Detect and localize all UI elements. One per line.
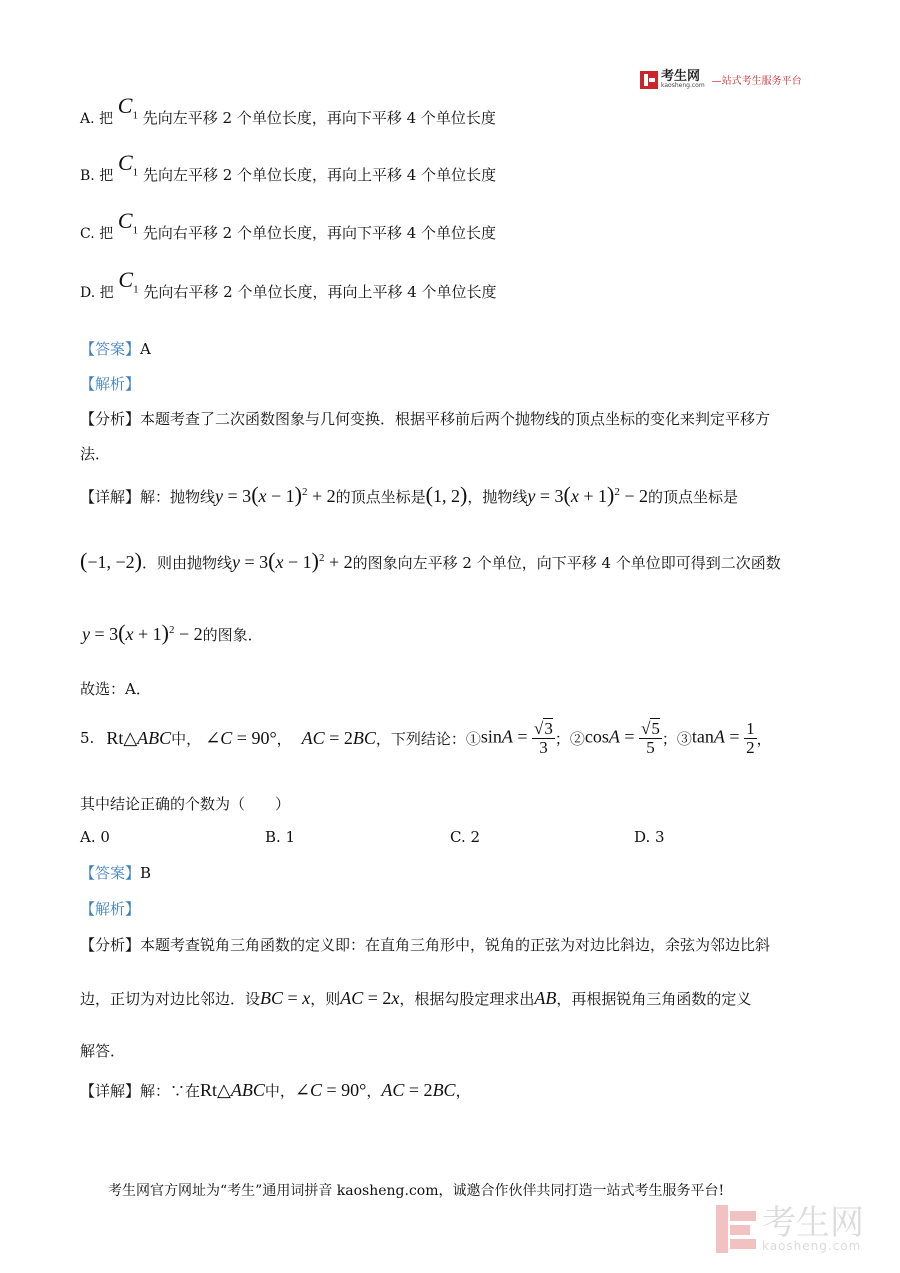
q5-stem (80, 720, 772, 757)
option-label: A. 把 (80, 111, 114, 127)
detail-text: 中， (264, 1082, 295, 1100)
q5-choice-c: C. 2 (450, 828, 481, 846)
detail-text: 的图象． (202, 626, 263, 644)
vertex-1: (1, 2) (425, 482, 468, 507)
answer-tag: 【答案】 (80, 340, 141, 358)
q5-line2: 其中结论正确的个数为（ ） (80, 795, 291, 813)
detail-text: ， (455, 1082, 471, 1100)
answer-value: A (140, 340, 151, 358)
formula-parabola-2: $y = 3(x + 1)^2 - 2$ (82, 620, 203, 645)
fenxi-text: ，再根据锐角三角函数的定义 (556, 990, 752, 1008)
q5-choice-d: D. 3 (634, 828, 665, 846)
watermark-brand: 考生网 (762, 1203, 864, 1243)
detail-text: 的顶点坐标是 (647, 488, 738, 506)
detail-text: ，抛物线 (467, 488, 528, 506)
curve-subscript: 1 (132, 166, 139, 179)
angle-c: ∠C = 90° (294, 1080, 367, 1100)
fenxi-text: 边，正切为对边比邻边．设 (80, 990, 261, 1008)
q4-analysis-tag: 【解析】 (80, 375, 141, 393)
detail-text: ， (366, 1082, 382, 1100)
q5-fenxi-line2 (80, 988, 751, 1009)
question-number: 5. (80, 729, 95, 748)
fenxi-text: 本题考查锐角三角函数的定义即：在直角三角形中，锐角的正弦为对边比斜边，余弦为邻边比斜 (140, 936, 771, 954)
stem-text: ；② (554, 729, 585, 748)
fenxi-text: 本题考查了二次函数图象与几何变换．根据平移前后两个抛物线的顶点坐标的变化来判定平移方 (140, 410, 771, 428)
ac-value: AC = 2x (340, 988, 400, 1008)
detail-tag: 【详解】 (80, 1082, 141, 1100)
side-ab: AB (534, 988, 557, 1008)
detail-text: 的图象向左平移 2 个单位，向下平移 4 个单位即可得到二次函数 (352, 554, 781, 572)
curve-symbol: C (117, 208, 133, 233)
header-slogan: —站式考生服务平台 (711, 76, 802, 87)
option-label: C. 把 (80, 226, 114, 242)
stem-text: ， (756, 729, 772, 748)
q4-fenxi-line2: 法． (80, 445, 111, 463)
option-text: 先向左平移 2 个单位长度，再向下平移 4 个单位长度 (142, 109, 496, 127)
angle-c: ∠C = 90° (205, 727, 277, 748)
option-d (80, 267, 497, 305)
option-text: 先向右平移 2 个单位长度，再向上平移 4 个单位长度 (143, 283, 497, 301)
curve-subscript: 1 (133, 283, 139, 296)
fenxi-text: ，则 (310, 990, 341, 1008)
detail-text: ．则由抛物线 (141, 554, 232, 572)
answer-tag: 【答案】 (80, 864, 141, 882)
q5-answer (80, 862, 151, 883)
logo-brand: 考生网 (661, 69, 701, 84)
q5-choice-b: B. 1 (265, 828, 296, 846)
q4-detail-line3 (82, 620, 263, 646)
triangle-label: Rt△ABC (106, 727, 172, 748)
option-c (80, 208, 497, 246)
curve-symbol: C (117, 93, 133, 118)
stem-text: ；③ (661, 729, 692, 748)
detail-text: 的顶点坐标是 (335, 488, 426, 506)
fenxi-text: ，根据勾股定理求出 (399, 990, 535, 1008)
watermark-icon (716, 1205, 756, 1253)
let-bc: BC = x (260, 988, 311, 1008)
q4-conclusion: 故选：A． (80, 680, 151, 698)
q5-fenxi (80, 934, 770, 955)
stem-text: ，下列结论：① (375, 729, 481, 748)
q4-detail-line1 (80, 482, 738, 508)
logo-icon (640, 71, 658, 89)
q4-answer (80, 338, 151, 359)
answer-value: B (140, 864, 152, 882)
q4-detail-line2 (80, 548, 781, 574)
footer-text: 考生网官方网址为“考生”通用词拼音 kaosheng.com，诚邀合作伙伴共同打造一站式考生服务平台! (108, 1183, 725, 1199)
curve-subscript: 1 (132, 224, 139, 237)
formula-parabola-2: $y = 3(x + 1)^2 - 2$ (527, 482, 648, 507)
option-label: D. 把 (80, 285, 114, 301)
fenxi-tag: 【分析】 (80, 936, 141, 954)
header-logo[interactable] (640, 70, 802, 89)
q4-fenxi (80, 408, 770, 429)
q5-fenxi-line3: 解答． (80, 1042, 126, 1060)
option-text: 先向右平移 2 个单位长度，再向下平移 4 个单位长度 (142, 224, 497, 242)
option-a (80, 93, 496, 131)
curve-subscript: 1 (132, 109, 138, 122)
formula-sin: sinA = $\frac{√3}{3}$ (480, 719, 553, 757)
option-b (80, 150, 497, 188)
formula-tan: tanA = $\frac{1}{2}$ (691, 719, 755, 757)
curve-symbol: C (118, 267, 134, 292)
triangle-label: Rt△ABC (200, 1080, 265, 1100)
detail-tag: 【详解】 (80, 488, 141, 506)
vertex-2: (−1, −2) (80, 548, 142, 573)
stem-text: 中， (171, 729, 202, 748)
q5-choice-a: A. 0 (80, 828, 110, 846)
side-relation: AC = 2BC (301, 727, 376, 748)
formula-cos: cosA = $\frac{√5}{5}$ (584, 719, 660, 757)
detail-text: 解：∵在 (140, 1082, 201, 1100)
q5-detail (80, 1080, 471, 1101)
option-text: 先向左平移 2 个单位长度，再向上平移 4 个单位长度 (142, 166, 497, 184)
curve-symbol: C (117, 150, 133, 175)
q5-analysis-tag: 【解析】 (80, 900, 141, 918)
formula-parabola-1: $y = 3(x - 1)^2 + 2$ (231, 548, 353, 573)
side-relation: AC = 2BC (381, 1080, 456, 1100)
stem-text: ， (276, 729, 292, 748)
fenxi-tag: 【分析】 (80, 410, 141, 428)
logo-url: kaosheng.com (661, 82, 705, 89)
option-label: B. 把 (80, 168, 114, 184)
watermark-logo (716, 1205, 864, 1253)
formula-parabola-1: $y = 3(x - 1)^2 + 2$ (215, 482, 336, 507)
watermark-url: kaosheng.com (762, 1239, 862, 1253)
detail-text: 解：抛物线 (140, 488, 216, 506)
